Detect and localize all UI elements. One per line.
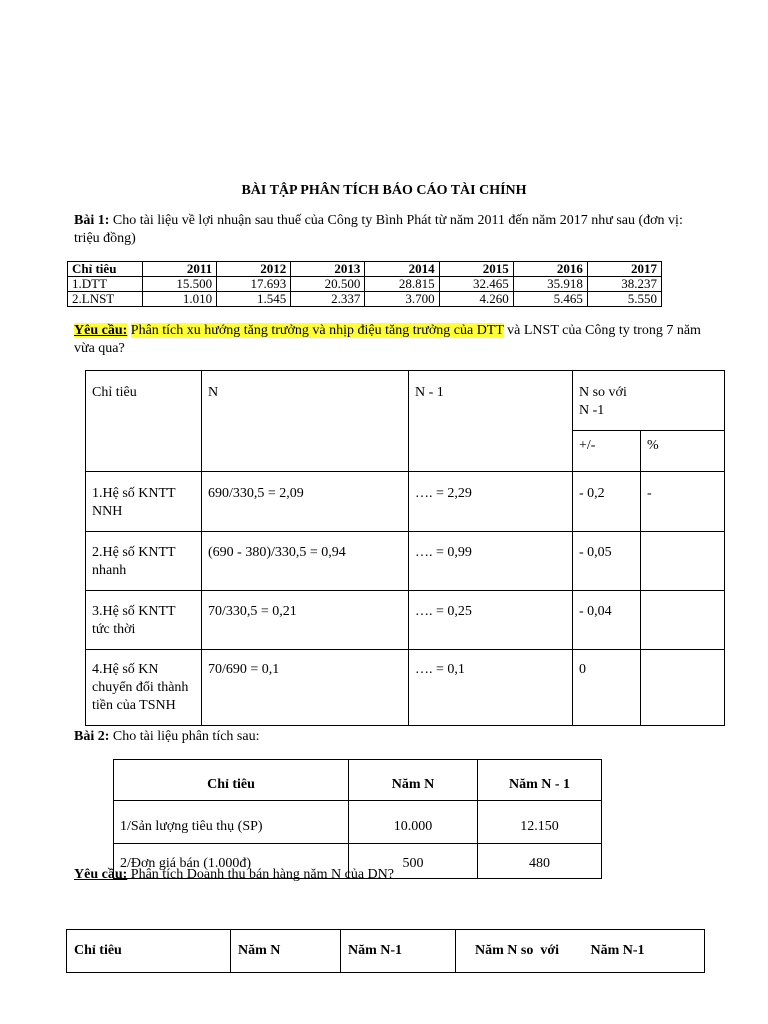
table-cell: - <box>641 472 725 532</box>
table-row <box>68 277 662 292</box>
table-cell: 1.010 <box>143 292 217 307</box>
table-header-cell: +/- <box>573 431 641 472</box>
table-cell: 1/Sản lượng tiêu thụ (SP) <box>114 801 349 844</box>
table-cell: - 0,05 <box>573 532 641 591</box>
table-row <box>114 801 602 844</box>
table-header-row <box>67 930 705 973</box>
yeucau1-label: Yêu cầu: <box>74 323 128 338</box>
bai2-paragraph <box>74 728 704 746</box>
table-cell: …. = 2,29 <box>409 472 573 532</box>
table-header-row <box>114 760 602 801</box>
table-cell: 5.550 <box>587 292 661 307</box>
table-cell: 3.700 <box>365 292 439 307</box>
table-cell: 4.260 <box>439 292 513 307</box>
table-cell: 690/330,5 = 2,09 <box>202 472 409 532</box>
bai1-paragraph <box>74 212 704 248</box>
liquidity-table <box>85 370 725 726</box>
table-header-cell: Chỉ tiêu <box>67 930 231 973</box>
table-cell: 35.918 <box>513 277 587 292</box>
table-cell: 1.Hệ số KNTT NNH <box>86 472 202 532</box>
table-cell: 28.815 <box>365 277 439 292</box>
table-cell: 2.Hệ số KNTT nhanh <box>86 532 202 591</box>
table-cell: (690 - 380)/330,5 = 0,94 <box>202 532 409 591</box>
table-cell: 5.465 <box>513 292 587 307</box>
table-header-cell: Chỉ tiêu <box>86 371 202 472</box>
table-cell: 1.DTT <box>68 277 143 292</box>
table-cell: - 0,2 <box>573 472 641 532</box>
table-cell: 2/Đơn giá bán (1.000đ) <box>114 844 349 879</box>
table-cell: 38.237 <box>587 277 661 292</box>
table-cell: 17.693 <box>217 277 291 292</box>
table-cell: 3.Hệ số KNTT tức thời <box>86 591 202 650</box>
analysis-table <box>66 929 705 973</box>
profit-table <box>67 261 662 307</box>
table-header-cell: Năm N - 1 <box>478 760 602 801</box>
table-header-cell: 2016 <box>513 262 587 277</box>
table-header-cell: N - 1 <box>409 371 573 472</box>
table-row <box>86 472 725 532</box>
bai1-label: Bài 1: <box>74 213 110 228</box>
page-title: BÀI TẬP PHÂN TÍCH BÁO CÁO TÀI CHÍNH <box>241 183 527 198</box>
table-header-row <box>86 371 725 431</box>
table-cell: …. = 0,99 <box>409 532 573 591</box>
table-cell: 15.500 <box>143 277 217 292</box>
table-cell <box>641 532 725 591</box>
table-header-cell: N so với N -1 <box>573 371 725 431</box>
table-header-cell: 2014 <box>365 262 439 277</box>
table-header-cell: 2011 <box>143 262 217 277</box>
table-header-cell: Năm N-1 <box>341 930 456 973</box>
table-header-cell: Năm N <box>349 760 478 801</box>
yeucau2-paragraph <box>74 866 704 884</box>
table-header-cell: Năm N so với Năm N-1 <box>456 930 705 973</box>
table-cell: …. = 0,1 <box>409 650 573 726</box>
table-header-cell: N <box>202 371 409 472</box>
table-cell: 1.545 <box>217 292 291 307</box>
table-cell: 32.465 <box>439 277 513 292</box>
bai1-text: Cho tài liệu về lợi nhuận sau thuế của Công ty Bình Phát từ năm 2011 đến năm 2017 như sau (đơn vị: triệu đồng) <box>74 213 683 246</box>
table-cell: 500 <box>349 844 478 879</box>
table-cell: …. = 0,25 <box>409 591 573 650</box>
table-row <box>86 591 725 650</box>
bai2-text: Cho tài liệu phân tích sau: <box>109 729 260 744</box>
table-row <box>86 650 725 726</box>
table-cell: 10.000 <box>349 801 478 844</box>
table-header-cell: 2013 <box>291 262 365 277</box>
bai2-label: Bài 2: <box>74 729 110 744</box>
table-cell: 70/690 = 0,1 <box>202 650 409 726</box>
yeucau1-rest: và LNST của Công ty trong 7 năm vừa qua? <box>74 323 701 356</box>
table-cell <box>641 591 725 650</box>
table-header-cell: 2012 <box>217 262 291 277</box>
table-header-cell: 2017 <box>587 262 661 277</box>
table-header-cell: % <box>641 431 725 472</box>
table-header-cell: Năm N <box>231 930 341 973</box>
table-cell: 4.Hệ số KN chuyển đổi thành tiền của TSNH <box>86 650 202 726</box>
table-cell: 2.LNST <box>68 292 143 307</box>
yeucau2-text: Phân tích Doanh thu bán hàng năm N của DN? <box>127 867 394 882</box>
table-header-cell: Chỉ tiêu <box>114 760 349 801</box>
table-cell <box>641 650 725 726</box>
table-cell: 20.500 <box>291 277 365 292</box>
table-row <box>68 292 662 307</box>
yeucau1-paragraph <box>74 322 704 358</box>
table-header-row <box>68 262 662 277</box>
sales-table <box>113 759 602 879</box>
table-header-cell: 2015 <box>439 262 513 277</box>
table-cell: 480 <box>478 844 602 879</box>
table-cell: 12.150 <box>478 801 602 844</box>
table-cell: - 0,04 <box>573 591 641 650</box>
yeucau1-highlight: Phân tích xu hướng tăng trưởng và nhịp điệu tăng trưởng của DTT <box>130 323 504 338</box>
table-header-cell: Chỉ tiêu <box>68 262 143 277</box>
table-cell: 70/330,5 = 0,21 <box>202 591 409 650</box>
yeucau2-label: Yêu cầu: <box>74 867 128 882</box>
table-cell: 2.337 <box>291 292 365 307</box>
table-cell: 0 <box>573 650 641 726</box>
table-row <box>86 532 725 591</box>
